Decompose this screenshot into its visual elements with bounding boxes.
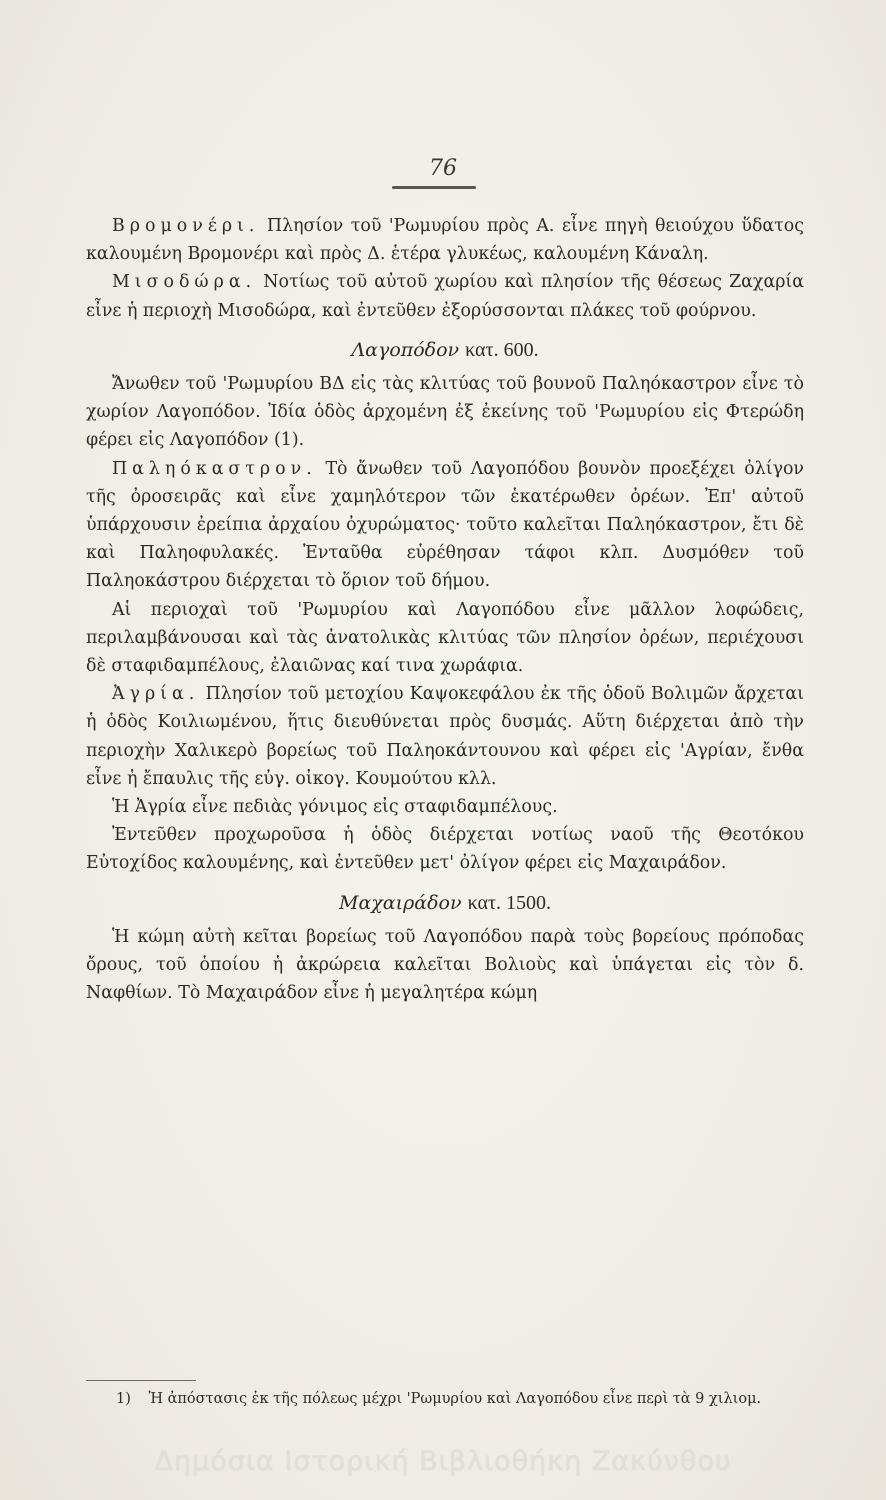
paragraph-lagopodon: Ἄνωθεν τοῦ 'Ρωμυρίου ΒΔ εἰς τὰς κλιτύας τοῦ βουνοῦ Παληόκαστρον εἶνε τὸ χωρίον Λαγοπόδον. Ἰδία ὁδὸς ἀρχομένη ἐξ ἐκείνης τοῦ 'Ρωμυρίου εἰς Φτερώδη φέρει εἰς Λαγοπόδον (1). xyxy=(86,374,804,451)
footnote-mark: 1) xyxy=(116,1391,131,1407)
footnote-rule xyxy=(86,1380,196,1381)
paragraph-bromoneri xyxy=(86,212,804,268)
paragraph-text: Πλησίον τοῦ 'Ρωμυρίου πρὸς Α. εἶνε πηγὴ θειούχου ὕδατος καλουμένη Βρομονέρι καὶ πρὸς Δ. ἑτέρα γλυκέως, καλουμένη Κάναλη. xyxy=(86,216,805,265)
page-number-rule xyxy=(392,186,476,189)
paragraph-agria-plain: Ἡ Ἀγρία εἶνε πεδιὰς γόνιμος εἰς σταφιδαμπέλους. xyxy=(112,797,558,818)
footnote-text: Ἡ ἀπόστασις ἐκ τῆς πόλεως μέχρι 'Ρωμυρίου καὶ Λαγοπόδου εἶνε περὶ τὰ 9 χιλιομ. xyxy=(148,1391,762,1407)
paragraph-regions: Αἱ περιοχαὶ τοῦ 'Ρωμυρίου καὶ Λαγοπόδου εἶνε μᾶλλον λοφώδεις, περιλαμβάνουσαι καὶ τὰς ἀνατολικὰς κλιτύας τῶν πλησίον ὀρέων, περιέχουσι δὲ σταφιδαμπέλους, ἐλαιῶνας καί τινα χωράφια. xyxy=(86,599,804,677)
paragraph-misodora xyxy=(86,268,804,324)
library-watermark: Δημόσια Ιστορική Βιβλιοθήκη Ζακύνθου xyxy=(154,1446,732,1477)
section-title: Μαχαιράδον xyxy=(339,891,462,914)
section-title: Λαγοπόδον xyxy=(351,338,460,361)
section-population: κατ. 1500. xyxy=(467,891,551,914)
paragraph-machairadon: Ἡ κώμη αὐτὴ κεῖται βορείως τοῦ Λαγοπόδου παρὰ τοὺς βορείους πρόποδας ὄρους, τοῦ ὁποίου ἡ ἀκρώρεια καλεῖται Βολιοὺς καὶ ὑπάγεται εἰς τὸν δ. Ναφθίων. Τὸ Μαχαιράδον εἶνε ἡ μεγαλητέρα κώμη xyxy=(86,926,804,1004)
paragraph-text: Νοτίως τοῦ αὐτοῦ χωρίου καὶ πλησίον τῆς θέσεως Ζαχαρία εἶνε ἡ περιοχὴ Μισοδώρα, καὶ ἐντεῦθεν ἐξορύσσονται πλάκες τοῦ φούρνου. xyxy=(86,272,804,321)
paragraph-road: Ἐντεῦθεν προχωροῦσα ἡ ὁδὸς διέρχεται νοτίως ναοῦ τῆς Θεοτόκου Εὐτοχίδος καλουμένης, καὶ ἐντεῦθεν μετ' ὀλίγον φέρει εἰς Μαχαιράδον. xyxy=(86,825,804,874)
place-name-bromoneri: Βρομονέρι. xyxy=(112,216,260,236)
page-number: 76 xyxy=(429,156,457,181)
footnote xyxy=(86,1388,774,1410)
section-heading-lagopodon xyxy=(86,336,804,364)
paragraph-text: Τὸ ἄνωθεν τοῦ Λαγοπόδου βουνὸν προεξέχει ὀλίγον τῆς ὀροσειρᾶς καὶ εἶνε χαμηλότερον τῶν ἑκατέρωθεν ὀρέων. Ἐπ' αὐτοῦ ὑπάρχουσιν ἐρείπια ἀρχαίου ὀχυρώματος· τοῦτο καλεῖται Παληόκαστρον, ἔτι δὲ καὶ Παληοφυλακές. Ἐνταῦθα εὑρέθησαν τάφοι κλπ. Δυσμόθεν τοῦ Παληοκάστρου διέρχεται τὸ ὅριον τοῦ δήμου. xyxy=(86,458,804,592)
paragraph-paliokastron xyxy=(86,455,804,596)
place-name-misodora: Μισοδώρα. xyxy=(112,272,257,293)
place-name-agria: Ἀγρία. xyxy=(112,684,200,705)
paragraph-agria xyxy=(86,680,804,793)
section-population: κατ. 600. xyxy=(465,338,539,361)
body-text xyxy=(86,212,804,1007)
section-heading-machairadon xyxy=(86,889,804,917)
place-name-paliokastron: Παληόκαστρον. xyxy=(112,458,317,479)
paragraph-text: Πλησίον τοῦ μετοχίου Καψοκεφάλου ἐκ τῆς ὁδοῦ Βολιμῶν ἄρχεται ἡ ὁδὸς Κοιλιωμένου, ἥτις διευθύνεται πρὸς δυσμάς. Αὕτη διέρχεται ἀπὸ τὴν περιοχὴν Χαλικερὸ βορείως τοῦ Παληοκάντουνου καὶ φέρει εἰς 'Αγρίαν, ἔνθα εἶνε ἡ ἔπαυλις τῆς εὐγ. οἰκογ. Κουμούτου κλλ. xyxy=(86,684,804,789)
